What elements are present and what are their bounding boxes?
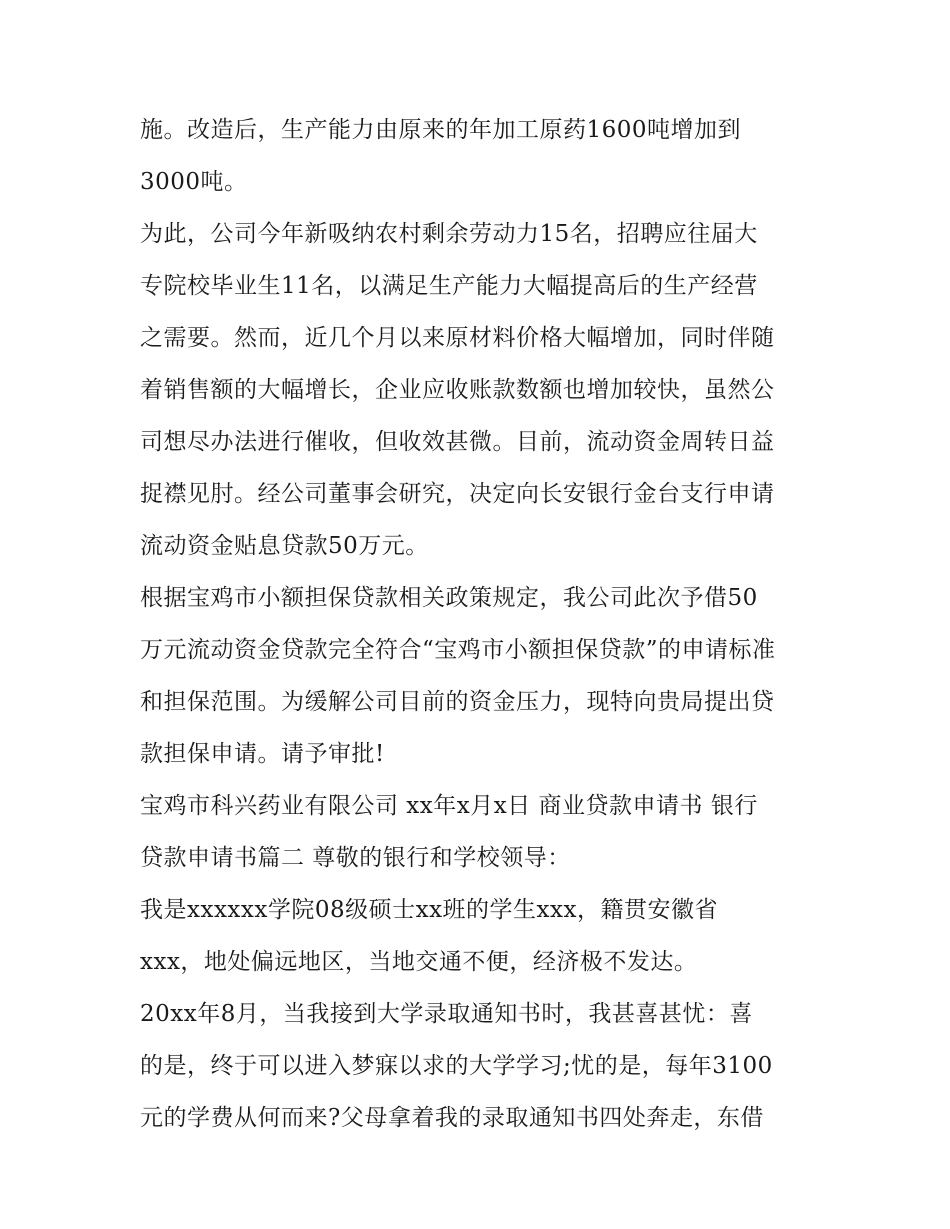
text-line: 款担保申请。请予审批! [140,741,385,767]
text-line: 贷款申请书篇二 尊敬的银行和学校领导： [140,845,571,871]
text-line: 为此，公司今年新吸纳农村剩余劳动力15名，招聘应往届大 [140,221,758,247]
text-line: 我是xxxxxx学院08级硕士xx班的学生xxx，籍贯安徽省 [140,897,718,923]
text-line: 专院校毕业生11名，以满足生产能力大幅提高后的生产经营 [140,273,758,299]
text-line: 宝鸡市科兴药业有限公司 xx年x月x日 商业贷款申请书 银行 [140,793,758,819]
text-line: 着销售额的大幅增长，企业应收账款数额也增加较快，虽然公 [140,377,775,403]
text-line: 施。改造后，生产能力由原来的年加工原药1600吨增加到 [140,117,742,143]
text-line: 万元流动资金贷款完全符合“宝鸡市小额担保贷款”的申请标准 [140,637,776,663]
text-line: 根据宝鸡市小额担保贷款相关政策规定，我公司此次予借50 [140,585,758,611]
text-line: xxx，地处偏远地区，当地交通不便，经济极不发达。 [140,949,698,975]
text-line: 和担保范围。为缓解公司目前的资金压力，现特向贵局提出贷 [140,689,775,715]
text-line: 的是，终于可以进入梦寐以求的大学学习;忧的是，每年3100 [140,1053,773,1079]
document-body [140,108,820,1148]
text-line: 20xx年8月，当我接到大学录取通知书时，我甚喜甚忧：喜 [140,1001,753,1027]
text-line: 3000吨。 [140,169,248,195]
text-line: 元的学费从何而来?父母拿着我的录取通知书四处奔走，东借 [140,1105,764,1131]
text-line: 司想尽办法进行催收，但收效甚微。目前，流动资金周转日益 [140,429,775,455]
text-line: 捉襟见肘。经公司董事会研究，决定向长安银行金台支行申请 [140,481,775,507]
text-line: 之需要。然而，近几个月以来原材料价格大幅增加，同时伴随 [140,325,775,351]
text-line: 流动资金贴息贷款50万元。 [140,533,429,559]
